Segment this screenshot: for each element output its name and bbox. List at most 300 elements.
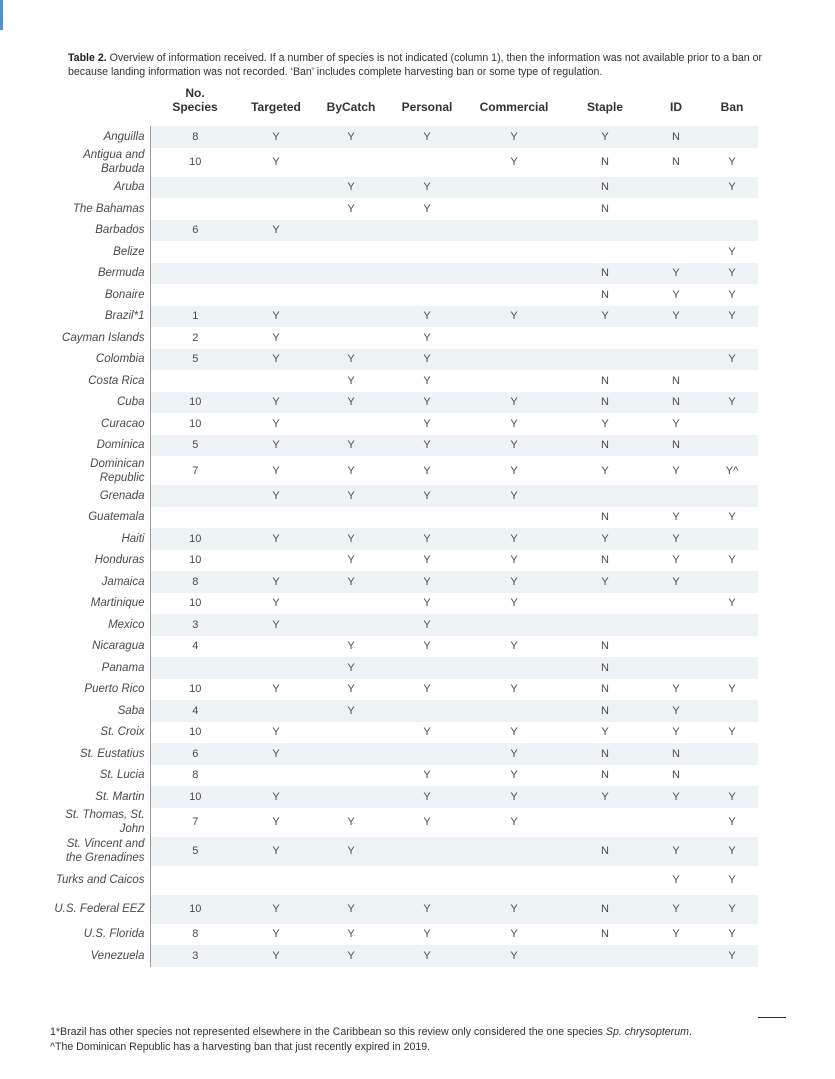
cell-personal: Y: [423, 202, 431, 215]
cell-species: 8: [192, 769, 199, 782]
cell-personal: Y: [423, 816, 431, 828]
country-name: Cuba: [50, 392, 150, 414]
cell-commercial: [464, 700, 564, 722]
cell-targeted: Y: [272, 417, 280, 430]
cell-commercial: Y: [510, 156, 518, 168]
cell-commercial: Y: [464, 945, 564, 967]
table-caption: [68, 51, 780, 79]
cell-staple: N: [564, 392, 646, 414]
header-country: [50, 86, 150, 126]
cell-targeted: Y: [240, 945, 312, 967]
cell-staple: Y: [564, 126, 646, 148]
cell-ban: Y: [728, 928, 736, 941]
cell-commercial: [464, 177, 564, 199]
table-row: [50, 413, 758, 435]
cell-targeted: Y: [272, 597, 280, 610]
cell-targeted: Y: [272, 156, 280, 168]
cell-staple: N: [601, 769, 609, 782]
cell-targeted: [240, 866, 312, 895]
cell-bycatch: Y: [312, 895, 390, 924]
cell-bycatch: Y: [347, 928, 355, 941]
cell-ban: Y: [728, 726, 736, 739]
cell-bycatch: [312, 306, 390, 328]
country-name: Mexico: [50, 614, 150, 636]
cell-bycatch: [312, 327, 390, 349]
cell-id: Y: [672, 874, 680, 886]
cell-personal: Y: [423, 726, 431, 739]
cell-staple: [564, 327, 646, 349]
cell-targeted: [240, 765, 312, 787]
cell-id: [646, 593, 706, 615]
table-row: [50, 126, 758, 148]
cell-ban: Y: [706, 895, 758, 924]
table-row: [50, 528, 758, 550]
cell-staple: [564, 349, 646, 371]
cell-targeted: [240, 177, 312, 199]
cell-id: [646, 177, 706, 199]
cell-ban: [706, 528, 758, 550]
cell-personal: [390, 700, 464, 722]
cell-species: [150, 485, 240, 507]
footnote-brazil-end: .: [688, 1026, 692, 1038]
cell-ban: Y: [706, 945, 758, 967]
cell-commercial: Y: [464, 528, 564, 550]
cell-ban: Y: [728, 511, 736, 524]
cell-id: N: [672, 374, 680, 387]
cell-commercial: Y: [510, 726, 518, 739]
cell-ban: [706, 657, 758, 679]
footnote-dominican-republic: ^The Dominican Republic has a harvesting ban that just recently expired in 2019.: [50, 1041, 431, 1053]
cell-species: 7: [192, 816, 199, 828]
cell-ban: [706, 435, 758, 457]
cell-personal: Y: [390, 528, 464, 550]
page-corner-mark: [0, 0, 3, 30]
cell-commercial: Y: [510, 928, 518, 941]
cell-personal: Y: [390, 786, 464, 808]
cell-id: [646, 220, 706, 242]
cell-commercial: Y: [464, 126, 564, 148]
cell-staple: N: [564, 700, 646, 722]
country-name: Barbados: [50, 220, 150, 242]
cell-personal: Y: [390, 945, 464, 967]
cell-ban: [706, 327, 758, 349]
country-name: U.S. Florida: [50, 924, 150, 946]
header-row: [50, 86, 758, 126]
cell-targeted: [240, 198, 312, 220]
country-name: The Bahamas: [50, 198, 150, 220]
cell-commercial: Y: [464, 485, 564, 507]
cell-commercial: [464, 327, 564, 349]
cell-personal: Y: [423, 640, 431, 653]
country-name: Saba: [50, 700, 150, 722]
cell-commercial: [464, 837, 564, 866]
cell-staple: N: [564, 743, 646, 765]
country-name: Puerto Rico: [50, 679, 150, 701]
footnote-rule: [758, 1017, 786, 1018]
cell-personal: [390, 743, 464, 765]
cell-ban: [706, 636, 758, 658]
cell-targeted: Y: [272, 928, 280, 941]
cell-id: Y: [646, 571, 706, 593]
cell-species: [150, 507, 240, 529]
cell-bycatch: [312, 507, 390, 529]
cell-ban: Y: [728, 816, 736, 828]
cell-commercial: [464, 657, 564, 679]
table-row: [50, 895, 758, 924]
table-row: [50, 700, 758, 722]
cell-species: 6: [150, 743, 240, 765]
cell-personal: [390, 507, 464, 529]
cell-bycatch: Y: [312, 700, 390, 722]
cell-commercial: Y: [464, 392, 564, 414]
cell-ban: Y: [728, 683, 736, 696]
cell-bycatch: [312, 241, 390, 263]
cell-bycatch: Y: [347, 816, 355, 828]
cell-targeted: Y: [240, 220, 312, 242]
cell-ban: Y: [706, 263, 758, 285]
country-name: Belize: [50, 241, 150, 263]
country-name: Nicaragua: [50, 636, 150, 658]
cell-commercial: Y: [464, 571, 564, 593]
cell-staple: N: [564, 837, 646, 866]
cell-commercial: [464, 263, 564, 285]
cell-targeted: [240, 370, 312, 392]
cell-personal: Y: [390, 126, 464, 148]
cell-bycatch: Y: [347, 640, 355, 653]
cell-targeted: Y: [272, 726, 280, 739]
cell-id: Y: [672, 464, 680, 477]
cell-ban: Y: [706, 392, 758, 414]
cell-id: Y: [646, 306, 706, 328]
cell-id: Y: [646, 700, 706, 722]
cell-ban: Y: [706, 177, 758, 199]
cell-id: Y: [646, 837, 706, 866]
cell-bycatch: [312, 284, 390, 306]
table-row: [50, 370, 758, 392]
cell-species: 3: [150, 614, 240, 636]
cell-id: [646, 485, 706, 507]
cell-ban: [706, 370, 758, 392]
cell-staple: [564, 866, 646, 895]
table-row: [50, 263, 758, 285]
cell-targeted: [240, 241, 312, 263]
header-id: ID: [670, 100, 682, 114]
cell-targeted: Y: [272, 816, 280, 828]
cell-targeted: Y: [240, 126, 312, 148]
cell-id: [646, 349, 706, 371]
table-row: [50, 507, 758, 529]
country-name: Panama: [50, 657, 150, 679]
cell-commercial: Y: [510, 597, 518, 610]
cell-targeted: [240, 700, 312, 722]
cell-targeted: Y: [272, 331, 280, 344]
cell-commercial: [464, 614, 564, 636]
cell-ban: [706, 571, 758, 593]
country-name: Jamaica: [50, 571, 150, 593]
cell-species: [150, 866, 240, 895]
cell-commercial: Y: [464, 895, 564, 924]
cell-personal: [390, 657, 464, 679]
cell-bycatch: [312, 866, 390, 895]
table-row: [50, 220, 758, 242]
cell-id: [646, 657, 706, 679]
cell-personal: Y: [390, 485, 464, 507]
cell-staple: Y: [564, 306, 646, 328]
header-commercial: Commercial: [479, 100, 549, 114]
cell-bycatch: Y: [312, 657, 390, 679]
cell-commercial: Y: [510, 769, 518, 782]
cell-bycatch: [312, 722, 390, 744]
cell-id: [646, 808, 706, 837]
cell-personal: [390, 866, 464, 895]
cell-species: 10: [150, 786, 240, 808]
country-name: U.S. Federal EEZ: [50, 895, 150, 924]
cell-ban: [706, 198, 758, 220]
cell-personal: [390, 241, 464, 263]
cell-commercial: [464, 507, 564, 529]
cell-id: Y: [672, 683, 680, 696]
country-name: Venezuela: [50, 945, 150, 967]
cell-targeted: Y: [240, 895, 312, 924]
header-species-line2: Species: [172, 100, 218, 114]
cell-commercial: Y: [510, 816, 518, 828]
cell-species: 10: [189, 156, 202, 168]
cell-species: [150, 263, 240, 285]
country-name: Grenada: [50, 485, 150, 507]
cell-ban: [706, 485, 758, 507]
cell-personal: Y: [390, 306, 464, 328]
cell-personal: Y: [423, 928, 431, 941]
cell-commercial: [464, 220, 564, 242]
cell-personal: Y: [423, 683, 431, 696]
country-name: Guatemala: [50, 507, 150, 529]
cell-species: 7: [192, 464, 199, 477]
cell-bycatch: [312, 743, 390, 765]
cell-bycatch: Y: [312, 392, 390, 414]
cell-bycatch: [312, 614, 390, 636]
cell-staple: [564, 808, 646, 837]
country-name: Turks and Caicos: [50, 866, 150, 895]
cell-ban: [706, 765, 758, 787]
cell-id: Y: [672, 417, 680, 430]
cell-ban: Y^: [725, 464, 739, 477]
table-row: [50, 327, 758, 349]
cell-personal: Y: [390, 571, 464, 593]
country-name: Dominica: [50, 435, 150, 457]
cell-targeted: Y: [240, 786, 312, 808]
cell-bycatch: Y: [347, 374, 355, 387]
table-row: [50, 924, 758, 946]
country-name: Haiti: [50, 528, 150, 550]
cell-species: 5: [150, 435, 240, 457]
country-name: Costa Rica: [50, 370, 150, 392]
cell-targeted: [240, 550, 312, 572]
cell-species: [150, 241, 240, 263]
header-personal: Personal: [401, 100, 453, 114]
cell-id: [646, 241, 706, 263]
cell-ban: [706, 700, 758, 722]
cell-staple: Y: [601, 417, 609, 430]
cell-species: 8: [150, 571, 240, 593]
cell-species: 3: [150, 945, 240, 967]
cell-commercial: [464, 198, 564, 220]
cell-species: 10: [150, 392, 240, 414]
country-name: Brazil*1: [50, 306, 150, 328]
header-bycatch: ByCatch: [326, 100, 376, 114]
cell-staple: N: [564, 657, 646, 679]
cell-personal: Y: [390, 349, 464, 371]
cell-species: 10: [189, 683, 202, 696]
cell-ban: Y: [728, 874, 736, 886]
cell-species: 2: [192, 331, 199, 344]
cell-personal: Y: [390, 435, 464, 457]
cell-bycatch: Y: [312, 435, 390, 457]
cell-bycatch: Y: [347, 464, 355, 477]
cell-personal: Y: [390, 177, 464, 199]
cell-staple: N: [564, 177, 646, 199]
cell-species: [150, 657, 240, 679]
cell-bycatch: [312, 263, 390, 285]
country-name: Curacao: [50, 413, 150, 435]
table-row: [50, 241, 758, 263]
table-row: [50, 593, 758, 615]
cell-bycatch: Y: [312, 528, 390, 550]
header-targeted: Targeted: [251, 100, 301, 114]
table-row: [50, 743, 758, 765]
country-name: Bermuda: [50, 263, 150, 285]
cell-bycatch: Y: [312, 485, 390, 507]
cell-ban: Y: [728, 156, 736, 168]
cell-id: N: [646, 743, 706, 765]
cell-targeted: Y: [240, 349, 312, 371]
cell-species: 10: [189, 554, 202, 567]
cell-targeted: [240, 636, 312, 658]
cell-bycatch: Y: [312, 571, 390, 593]
table-row: [50, 679, 758, 701]
table-row: [50, 808, 758, 837]
cell-id: N: [672, 769, 680, 782]
cell-id: [646, 636, 706, 658]
cell-staple: N: [601, 928, 609, 941]
cell-targeted: Y: [240, 743, 312, 765]
cell-bycatch: [312, 220, 390, 242]
cell-id: Y: [672, 288, 680, 301]
cell-id: Y: [672, 928, 680, 941]
header-staple: Staple: [586, 100, 623, 114]
cell-ban: [706, 614, 758, 636]
cell-targeted: Y: [240, 571, 312, 593]
cell-staple: N: [564, 435, 646, 457]
cell-personal: Y: [423, 417, 431, 430]
cell-ban: Y: [728, 597, 736, 610]
cell-staple: Y: [601, 726, 609, 739]
table-row: [50, 765, 758, 787]
country-name: Antigua and Barbuda: [50, 148, 150, 177]
table-row: [50, 435, 758, 457]
cell-targeted: [240, 507, 312, 529]
cell-ban: [706, 126, 758, 148]
table-row: [50, 284, 758, 306]
cell-targeted: [240, 657, 312, 679]
cell-bycatch: Y: [312, 945, 390, 967]
cell-id: Y: [646, 786, 706, 808]
cell-species: 10: [150, 895, 240, 924]
cell-personal: [390, 263, 464, 285]
cell-species: 10: [150, 528, 240, 550]
table-row: [50, 349, 758, 371]
cell-commercial: Y: [510, 417, 518, 430]
cell-id: [646, 198, 706, 220]
cell-ban: [706, 743, 758, 765]
cell-targeted: Y: [240, 435, 312, 457]
cell-staple: N: [601, 554, 609, 567]
table-row: [50, 571, 758, 593]
table-row: [50, 722, 758, 744]
table-row: [50, 657, 758, 679]
cell-targeted: [240, 284, 312, 306]
species-overview-table: [50, 86, 759, 967]
table-row: [50, 148, 758, 177]
cell-staple: N: [601, 683, 609, 696]
cell-species: 4: [150, 700, 240, 722]
cell-personal: Y: [390, 614, 464, 636]
cell-staple: [564, 945, 646, 967]
cell-personal: [390, 220, 464, 242]
cell-species: 6: [150, 220, 240, 242]
cell-staple: Y: [564, 786, 646, 808]
caption-text: Overview of information received. If a number of species is not indicated (column 1), then the information was not available prior to a ban or because landing information was not recorded. ‘Ban’ includes complete harvesting ban or some type of regulation.: [68, 52, 763, 78]
country-name: Honduras: [50, 550, 150, 572]
cell-ban: Y: [706, 349, 758, 371]
table-row: [50, 945, 758, 967]
cell-species: [150, 284, 240, 306]
cell-staple: [564, 220, 646, 242]
country-name: St. Eustatius: [50, 743, 150, 765]
cell-commercial: Y: [510, 683, 518, 696]
country-name: St. Martin: [50, 786, 150, 808]
cell-commercial: [464, 349, 564, 371]
footnotes: [50, 1025, 790, 1055]
cell-id: Y: [646, 895, 706, 924]
cell-personal: Y: [390, 895, 464, 924]
cell-targeted: Y: [240, 392, 312, 414]
country-name: St. Croix: [50, 722, 150, 744]
table-row: [50, 306, 758, 328]
cell-commercial: Y: [464, 786, 564, 808]
cell-staple: [564, 593, 646, 615]
cell-ban: Y: [728, 554, 736, 567]
cell-commercial: Y: [464, 306, 564, 328]
country-name: St. Thomas, St. John: [50, 808, 150, 837]
header-species: [150, 86, 240, 126]
footnote-brazil-text: 1*Brazil has other species not represented elsewhere in the Caribbean so this review only considered the one species: [50, 1026, 606, 1038]
table-row: [50, 198, 758, 220]
cell-bycatch: [312, 148, 390, 177]
cell-id: [646, 945, 706, 967]
cell-targeted: Y: [240, 528, 312, 550]
country-name: Cayman Islands: [50, 327, 150, 349]
cell-targeted: Y: [240, 306, 312, 328]
cell-staple: N: [601, 640, 609, 653]
cell-id: Y: [646, 263, 706, 285]
cell-personal: Y: [423, 374, 431, 387]
footnote-brazil-species: Sp. chrysopterum: [605, 1026, 689, 1038]
cell-commercial: [464, 370, 564, 392]
cell-ban: Y: [728, 288, 736, 301]
cell-personal: Y: [423, 464, 431, 477]
cell-commercial: Y: [510, 640, 518, 653]
country-name: Bonaire: [50, 284, 150, 306]
